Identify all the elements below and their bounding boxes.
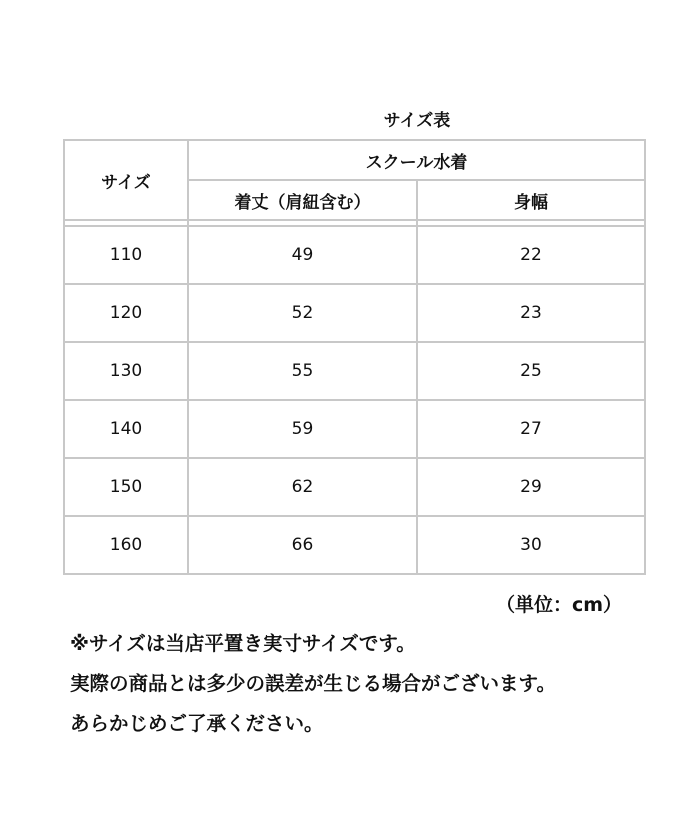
table-row — [64, 516, 645, 574]
length-cell: 66 — [188, 516, 417, 574]
size-cell: 140 — [64, 400, 188, 458]
group-header: スクール水着 — [188, 140, 645, 180]
length-cell: 59 — [188, 400, 417, 458]
notes — [70, 624, 556, 744]
table-row — [64, 284, 645, 342]
width-column-header: 身幅 — [417, 180, 645, 220]
width-cell: 23 — [417, 284, 645, 342]
length-column-header: 着丈（肩紐含む） — [188, 180, 417, 220]
table-row — [64, 226, 645, 284]
size-cell: 110 — [64, 226, 188, 284]
note-line: あらかじめご了承ください。 — [70, 712, 324, 735]
size-table — [63, 139, 646, 575]
size-cell: 150 — [64, 458, 188, 516]
size-cell: 130 — [64, 342, 188, 400]
width-cell: 25 — [417, 342, 645, 400]
size-column-header: サイズ — [64, 140, 188, 220]
size-cell: 160 — [64, 516, 188, 574]
length-cell: 52 — [188, 284, 417, 342]
size-cell: 120 — [64, 284, 188, 342]
width-cell: 29 — [417, 458, 645, 516]
length-cell: 62 — [188, 458, 417, 516]
width-cell: 30 — [417, 516, 645, 574]
unit-label: （単位：cm） — [496, 594, 623, 616]
length-cell: 49 — [188, 226, 417, 284]
width-cell: 22 — [417, 226, 645, 284]
length-cell: 55 — [188, 342, 417, 400]
table-row — [64, 400, 645, 458]
width-cell: 27 — [417, 400, 645, 458]
table-header-row — [64, 140, 645, 180]
note-line: ※サイズは当店平置き実寸サイズです。 — [70, 632, 416, 655]
table-row — [64, 342, 645, 400]
page-title: サイズ表 — [383, 111, 451, 131]
table-row — [64, 458, 645, 516]
note-line: 実際の商品とは多少の誤差が生じる場合がございます。 — [70, 672, 556, 695]
